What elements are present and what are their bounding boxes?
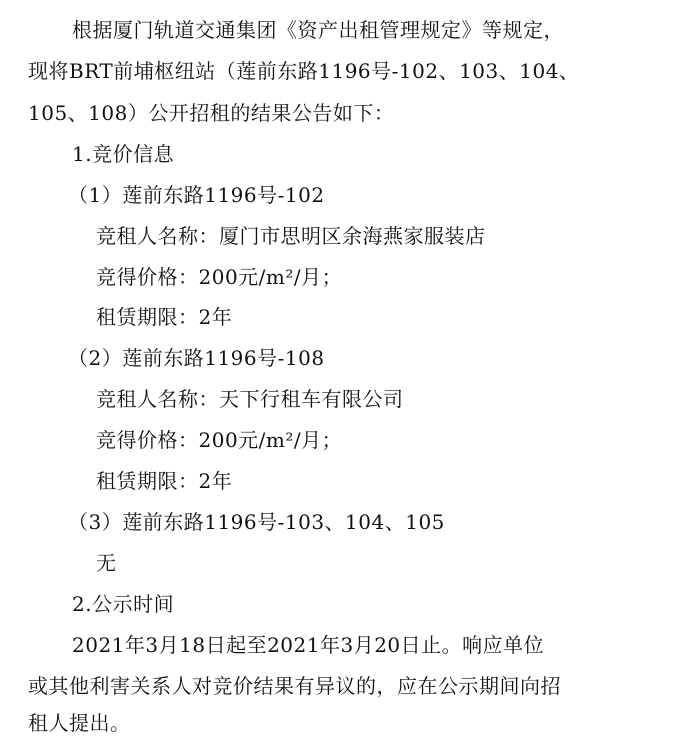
section-2-line-3: 租人提出。: [28, 711, 131, 735]
item-2-term: 租赁期限：2年: [96, 469, 233, 493]
section-1-heading: 1.竞价信息: [72, 142, 175, 166]
item-2-title: （2）莲前东路1196号-108: [68, 346, 325, 370]
item-1-price: 竞得价格：200元/m²/月；: [96, 265, 343, 289]
intro-line-2: 现将BRT前埔枢纽站（莲前东路1196号-102、103、104、: [28, 59, 580, 83]
intro-line-3: 105、108）公开招租的结果公告如下：: [28, 101, 395, 125]
item-1-term: 租赁期限：2年: [96, 305, 233, 329]
item-3-title: （3）莲前东路1196号-103、104、105: [68, 510, 445, 534]
section-2-line-1: 2021年3月18日起至2021年3月20日止。响应单位: [72, 633, 545, 657]
item-2-price: 竞得价格：200元/m²/月；: [96, 428, 343, 452]
item-2-bidder: 竞租人名称：天下行租车有限公司: [96, 387, 404, 411]
item-3-note: 无: [96, 551, 117, 575]
section-2-line-2: 或其他利害关系人对竞价结果有异议的，应在公示期间向招: [28, 674, 561, 698]
section-2-heading: 2.公示时间: [72, 592, 175, 616]
item-1-bidder: 竞租人名称：厦门市思明区余海燕家服装店: [96, 224, 486, 248]
item-1-title: （1）莲前东路1196号-102: [68, 183, 325, 207]
intro-line-1: 根据厦门轨道交通集团《资产出租管理规定》等规定，: [72, 18, 564, 42]
